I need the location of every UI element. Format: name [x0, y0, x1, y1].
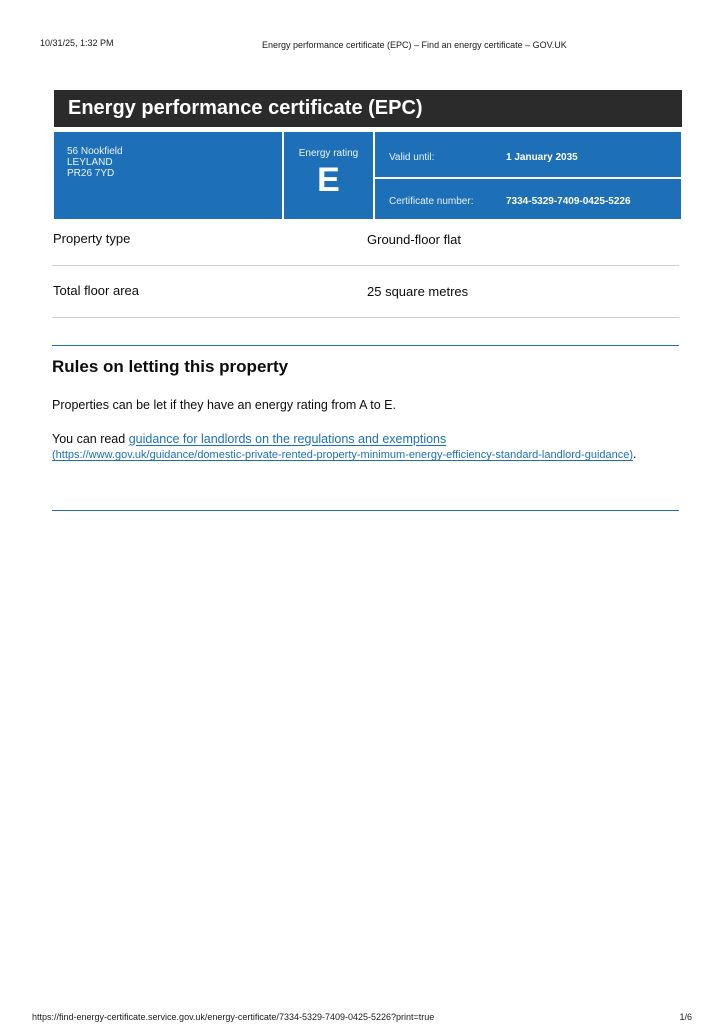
divider: [52, 317, 679, 319]
rules-paragraph: Properties can be let if they have an energy rating from A to E.: [52, 398, 396, 412]
guidance-link-url: (https://www.gov.uk/guidance/domestic-private-rented-property-minimum-energy-efficiency-standard-landlord-guidance): [52, 449, 634, 461]
guidance-paragraph: [52, 432, 652, 463]
footer-page-number: 1/6: [679, 1012, 692, 1022]
property-type-label: Property type: [53, 231, 131, 246]
property-type-value: Ground-floor flat: [367, 232, 461, 247]
floor-area-label: Total floor area: [53, 283, 139, 298]
energy-rating-label: Energy rating: [298, 148, 359, 159]
address-block: [54, 132, 282, 219]
certificate-number-label: Certificate number:: [389, 196, 474, 207]
guidance-prefix: You can read: [52, 432, 129, 446]
print-page-title: Energy performance certificate (EPC) – Find an energy certificate – GOV.UK: [262, 40, 567, 50]
print-datetime: 10/31/25, 1:32 PM: [40, 38, 114, 48]
address-line: 56 Nookfield: [67, 146, 123, 157]
valid-until-label: Valid until:: [389, 152, 435, 163]
address-line: LEYLAND: [67, 157, 113, 168]
section-divider: [52, 345, 679, 346]
valid-until-block: [375, 132, 681, 177]
valid-until-value: 1 January 2035: [506, 152, 578, 163]
section-divider: [52, 510, 679, 511]
address-line: PR26 7YD: [67, 168, 115, 179]
page-title: Energy performance certificate (EPC): [68, 97, 423, 119]
floor-area-value: 25 square metres: [367, 284, 469, 299]
divider: [52, 265, 679, 267]
certificate-title-bar: [54, 90, 682, 127]
print-header: [40, 38, 684, 52]
guidance-suffix: .: [633, 447, 637, 461]
certificate-number-block: [375, 179, 681, 219]
energy-rating-value: E: [317, 161, 340, 199]
certificate-number-value: 7334-5329-7409-0425-5226: [506, 196, 631, 207]
footer-url: https://find-energy-certificate.service.gov.uk/energy-certificate/7334-5329-7409-0425-5226?print=true: [32, 1012, 435, 1022]
energy-rating-block: [284, 132, 373, 219]
guidance-link[interactable]: [52, 432, 633, 461]
guidance-link-text: guidance for landlords on the regulations and exemptions: [128, 432, 447, 446]
rules-heading: Rules on letting this property: [52, 357, 289, 376]
